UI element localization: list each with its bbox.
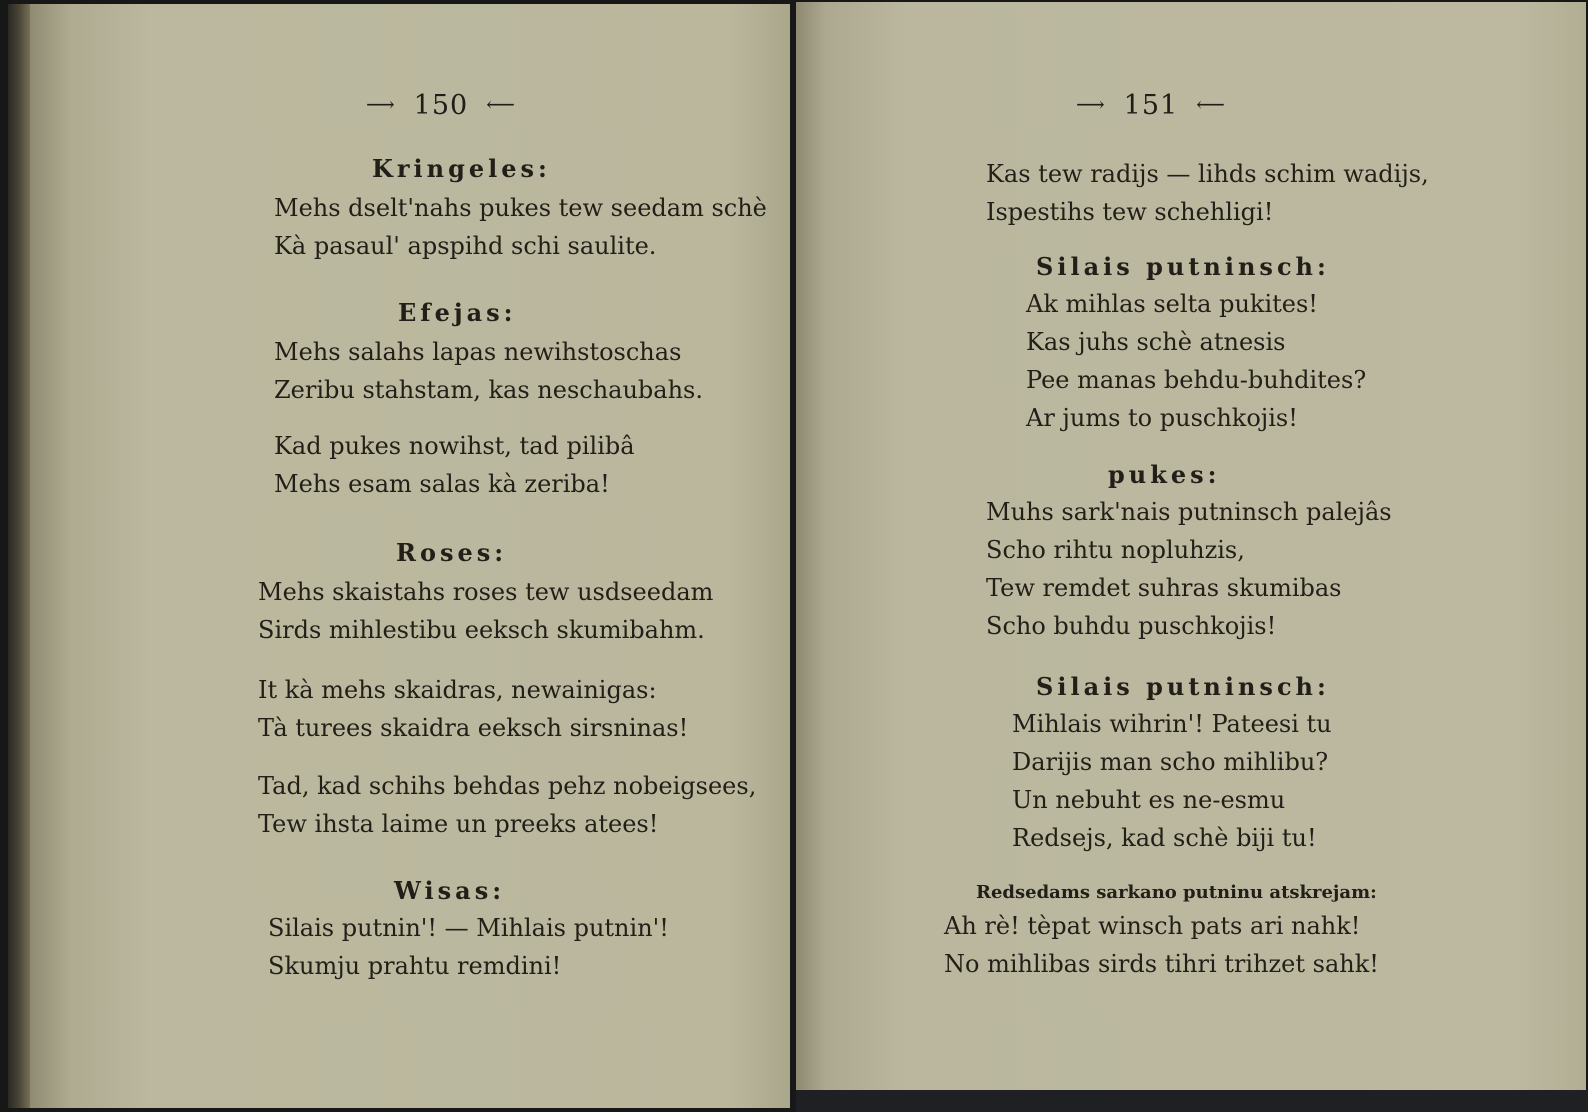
verse-line: Sirds mihlestibu eeksch skumibahm.: [258, 616, 705, 644]
verse-line: Un nebuht es ne-esmu: [1012, 786, 1286, 814]
verse-line: Mehs salahs lapas newihstoschas: [274, 338, 682, 366]
ornament-right-icon: ⟵: [486, 91, 516, 116]
verse-line: Kas tew radijs — lihds schim wadijs,: [986, 160, 1429, 188]
verse-line: It kà mehs skaidras, newainigas:: [258, 676, 657, 704]
verse-line: Scho buhdu puschkojis!: [986, 612, 1277, 640]
page-number-right: [1058, 90, 1244, 121]
speaker-heading: Silais putninsch:: [1036, 672, 1330, 701]
verse-line: Scho rihtu nopluhzis,: [986, 536, 1245, 564]
verse-line: Silais putnin'! — Mihlais putnin'!: [268, 914, 669, 942]
verse-line: Ah rè! tèpat winsch pats ari nahk!: [944, 912, 1361, 940]
stage-direction: Redsedams sarkano putninu atskrejam:: [976, 882, 1377, 903]
speaker-heading: Silais putninsch:: [1036, 252, 1330, 281]
ornament-right-icon: ⟵: [1196, 91, 1226, 116]
speaker-heading: Kringeles:: [372, 154, 551, 183]
verse-line: Mehs dselt'nahs pukes tew seedam schè: [274, 194, 767, 222]
verse-line: Darijis man scho mihlibu?: [1012, 748, 1329, 776]
page-number-value: 150: [413, 90, 469, 121]
verse-line: Redsejs, kad schè biji tu!: [1012, 824, 1317, 852]
verse-line: Tew ihsta laime un preeks atees!: [258, 810, 659, 838]
verse-line: Mihlais wihrin'! Pateesi tu: [1012, 710, 1332, 738]
verse-line: Tew remdet suhras skumibas: [986, 574, 1342, 602]
ornament-left-icon: ⟶: [1076, 91, 1106, 116]
speaker-heading: Wisas:: [394, 876, 506, 905]
book-bottom-edge: [796, 1090, 1588, 1112]
verse-line: Tad, kad schihs behdas pehz nobeigsees,: [258, 772, 757, 800]
left-page: [30, 4, 792, 1108]
verse-line: Tà turees skaidra eeksch sirsninas!: [258, 714, 689, 742]
page-number-left: [348, 90, 534, 121]
verse-line: Zeribu stahstam, kas neschaubahs.: [274, 376, 703, 404]
verse-line: No mihlibas sirds tihri trihzet sahk!: [944, 950, 1379, 978]
verse-line: Kad pukes nowihst, tad pilibâ: [274, 432, 635, 460]
verse-line: Ak mihlas selta pukites!: [1026, 290, 1318, 318]
page-number-value: 151: [1123, 90, 1179, 121]
verse-line: Kà pasaul' apspihd schi saulite.: [274, 232, 657, 260]
verse-line: Skumju prahtu remdini!: [268, 952, 562, 980]
verse-line: Muhs sark'nais putninsch palejâs: [986, 498, 1392, 526]
speaker-heading: Efejas:: [398, 298, 517, 327]
verse-line: Mehs esam salas kà zeriba!: [274, 470, 610, 498]
verse-line: Ar jums to puschkojis!: [1026, 404, 1298, 432]
verse-line: Pee manas behdu-buhdites?: [1026, 366, 1367, 394]
speaker-heading: pukes:: [1108, 460, 1221, 489]
speaker-heading: Roses:: [396, 538, 508, 567]
right-page: [796, 2, 1586, 1092]
verse-line: Kas juhs schè atnesis: [1026, 328, 1286, 356]
verse-line: Ispestihs tew schehligi!: [986, 198, 1274, 226]
ornament-left-icon: ⟶: [366, 91, 396, 116]
verse-line: Mehs skaistahs roses tew usdseedam: [258, 578, 714, 606]
